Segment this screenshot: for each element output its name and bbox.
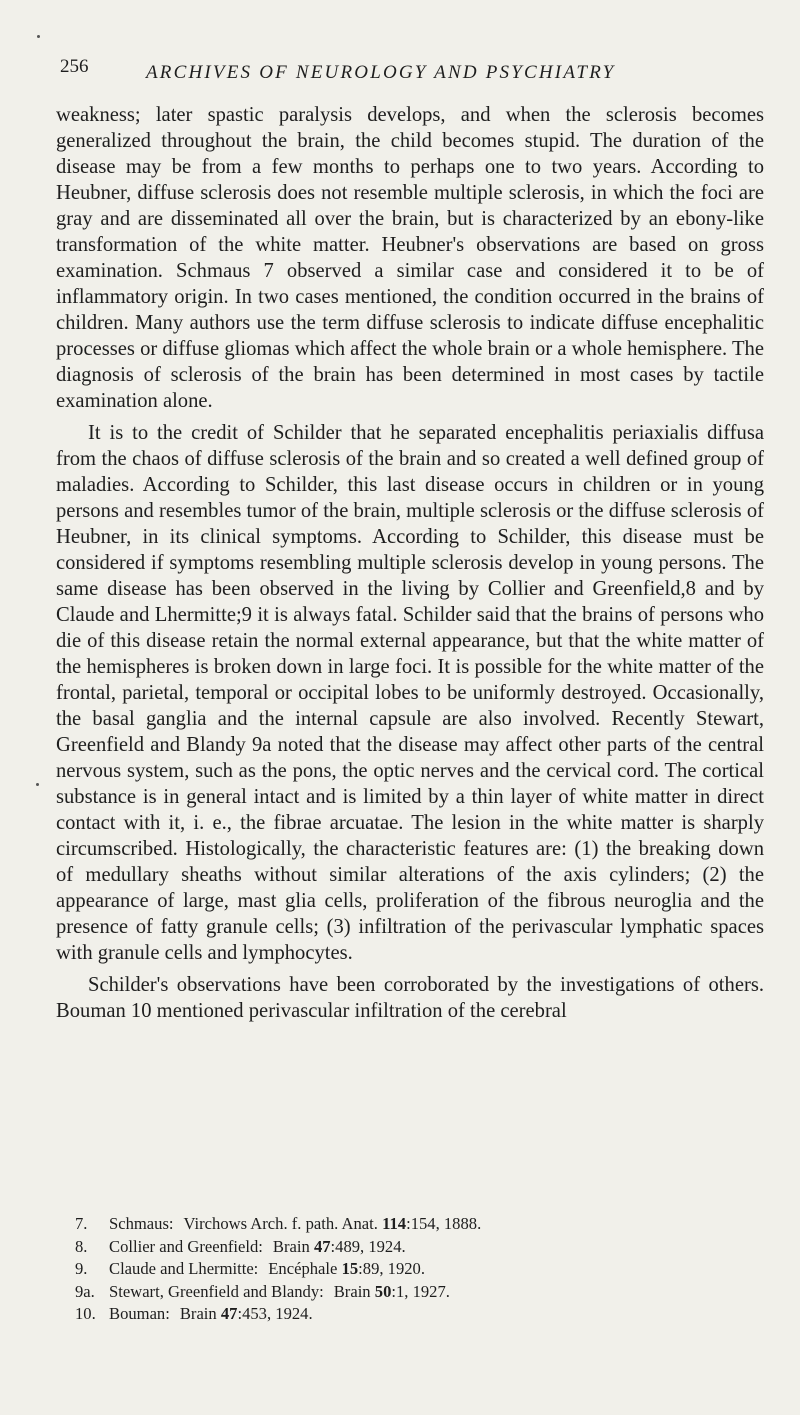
footnote-number: 10. bbox=[75, 1304, 96, 1323]
footnote-source: Brain bbox=[179, 1304, 217, 1323]
article-body bbox=[56, 102, 764, 1024]
footnote-author: Schmaus: bbox=[109, 1214, 174, 1233]
running-header bbox=[60, 56, 710, 86]
footnote-author: Claude and Lhermitte: bbox=[109, 1259, 259, 1278]
footnote-author: Bouman: bbox=[109, 1304, 170, 1323]
paragraph: weakness; later spastic paralysis develops, and when the sclerosis becomes generalized throughout the brain, the child becomes stupid. The duration of the disease may be from a few months to perhaps one to two years. According to Heubner, diffuse sclerosis does not resemble multiple sclerosis, in which the foci are gray and are disseminated all over the brain, but is characterized by an ebony-like transformation of the white matter. Heubner's observations are based on gross examination. Schmaus 7 observed a similar case and considered it to be of inflammatory origin. In two cases mentioned, the condition occurred in the brains of children. Many authors use the term diffuse sclerosis to indicate diffuse encephalitic processes or diffuse gliomas which affect the whole brain or a whole hemisphere. The diagnosis of sclerosis of the brain has been determined in most cases by tactile examination alone. bbox=[56, 104, 764, 412]
footnote-number: 9. bbox=[75, 1259, 88, 1278]
footnote-pages: :1, 1927. bbox=[391, 1281, 450, 1301]
footnote-volume: 47 bbox=[220, 1304, 238, 1323]
speck-mark bbox=[36, 783, 39, 786]
footnote-volume: 47 bbox=[313, 1236, 331, 1256]
footnote bbox=[75, 1303, 715, 1326]
footnotes bbox=[75, 1213, 715, 1326]
footnote-pages: :489, 1924. bbox=[330, 1236, 406, 1256]
footnote-source: Virchows Arch. f. path. Anat. bbox=[183, 1214, 378, 1233]
footnote bbox=[75, 1236, 715, 1259]
paragraph: Schilder's observations have been corroborated by the investigations of others. Bouman 10 mentioned perivascular infiltration of the cerebral bbox=[56, 974, 764, 1022]
footnote-pages: :154, 1888. bbox=[406, 1214, 482, 1233]
footnote-number: 9a. bbox=[75, 1281, 95, 1301]
footnote-source: Brain bbox=[333, 1281, 371, 1301]
footnote-number: 7. bbox=[75, 1214, 88, 1233]
paragraph: It is to the credit of Schilder that he separated encephalitis periaxialis diffusa from the chaos of diffuse sclerosis of the brain and so created a well defined group of maladies. According to Schilder, this last disease occurs in children or in young persons and resembles tumor of the brain, multiple sclerosis or the diffuse sclerosis of Heubner, in its clinical symptoms. According to Schilder, this disease must be considered if symptoms resembling multiple sclerosis develop in young persons. The same disease has been observed in the living by Collier and Greenfield,8 and by Claude and Lhermitte;9 it is always fatal. Schilder said that the brains of persons who die of this disease retain the normal external appearance, but that the white matter of the hemispheres is broken down in large foci. It is possible for the white matter of the frontal, parietal, temporal or occipital lobes to be uniformly destroyed. Occasionally, the basal ganglia and the internal capsule are also involved. Recently Stewart, Greenfield and Blandy 9a noted that the disease may affect other parts of the central nervous system, such as the pons, the optic nerves and the cervical cord. The cortical substance is in general intact and is limited by a thin layer of white matter in direct contact with it, i. e., the fibrae arcuatae. The lesion in the white matter is sharply circumscribed. Histologically, the characteristic features are: (1) the breaking down of medullary sheaths without similar alterations of the axis cylinders; (2) the appearance of large, mast glia cells, proliferation of the fibrous neuroglia and the presence of fatty granule cells; (3) infiltration of the perivascular lymphatic spaces with granule cells and lymphocytes. bbox=[56, 422, 764, 964]
footnote-number: 8. bbox=[75, 1236, 88, 1256]
footnote bbox=[75, 1281, 715, 1304]
footnote-source: Encéphale bbox=[268, 1259, 338, 1278]
speck-mark bbox=[37, 35, 40, 38]
footnote-pages: :89, 1920. bbox=[358, 1259, 425, 1278]
footnote-volume: 50 bbox=[374, 1281, 392, 1301]
footnote-author: Stewart, Greenfield and Blandy: bbox=[109, 1281, 324, 1301]
footnote-pages: :453, 1924. bbox=[237, 1304, 313, 1323]
page-number: 256 bbox=[60, 56, 89, 77]
footnote-source: Brain bbox=[272, 1236, 310, 1256]
footnote-volume: 114 bbox=[382, 1214, 407, 1233]
footnote-volume: 15 bbox=[341, 1259, 359, 1278]
footnote bbox=[75, 1258, 715, 1281]
footnote bbox=[75, 1213, 715, 1236]
footnote-author: Collier and Greenfield: bbox=[109, 1236, 263, 1256]
journal-title: ARCHIVES OF NEUROLOGY AND PSYCHIATRY bbox=[146, 62, 616, 83]
